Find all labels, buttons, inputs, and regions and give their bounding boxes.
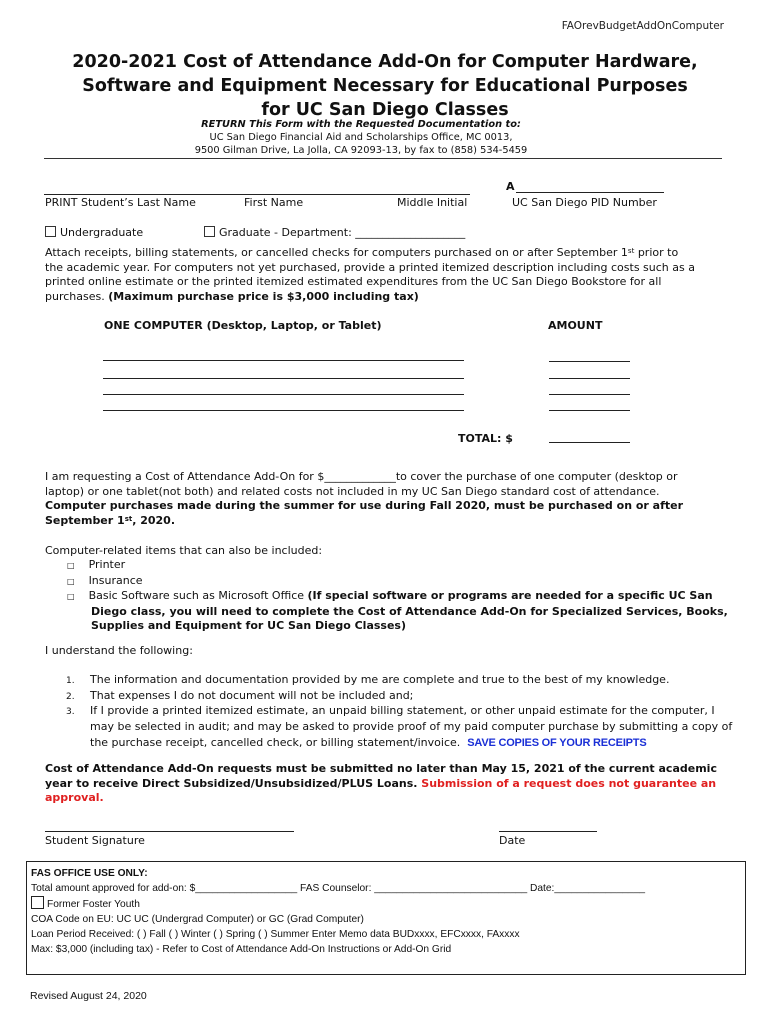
item-text: That expenses I do not document will not be included and; xyxy=(90,688,414,702)
divider xyxy=(44,158,722,159)
signature-label: Student Signature xyxy=(45,834,145,847)
related-list xyxy=(67,558,737,634)
attach-text: Attach receipts, billing statements, or cancelled checks for computers purchased on or after September 1 xyxy=(45,246,628,259)
item-text: The information and documentation provided by me are complete and true to the best of my knowledge. xyxy=(90,673,670,686)
request-line-2: laptop) or one tablet(not both) and related costs not included in my UC San Diego standard cost of attendance. xyxy=(45,484,660,498)
summer-note: Computer purchases made during the summer for use during Fall 2020, must be purchased on or after xyxy=(45,499,684,513)
understand-item xyxy=(66,704,746,720)
pid-label: UC San Diego PID Number xyxy=(512,196,657,209)
item-number: 1. xyxy=(66,676,75,686)
deadline-line-2: year to receive Direct Subsidized/Unsubsidized/PLUS Loans. xyxy=(45,776,422,790)
coa-code-line: COA Code on EU: UC UC (Undergrad Computer) or GC (Grad Computer) xyxy=(31,914,364,925)
related-item: □ Basic Software such as Microsoft Office (If special software or programs are needed for a specific UC San xyxy=(67,589,713,603)
middle-initial-label: Middle Initial xyxy=(397,196,468,209)
undergraduate-label: Undergraduate xyxy=(60,226,144,239)
computer-column-header: ONE COMPUTER (Desktop, Laptop, or Tablet) xyxy=(104,319,382,332)
software-note-3: Supplies and Equipment for UC San Diego Classes) xyxy=(91,619,406,633)
first-name-label: First Name xyxy=(244,196,304,209)
title-line-1: 2020-2021 Cost of Attendance Add-On for Computer Hardware, xyxy=(72,52,698,72)
related-item-label: Insurance xyxy=(88,573,143,587)
undergraduate-option[interactable] xyxy=(45,226,143,239)
attach-line-3: printed online estimate or the printed itemized estimated expenditures from the UC San Diego Bookstore for all xyxy=(45,275,662,289)
return-address xyxy=(0,118,722,157)
attach-sup: st xyxy=(627,247,635,255)
item-text: If I provide a printed itemized estimate, an unpaid billing statement, or other unpaid estimate for the computer, I xyxy=(90,704,715,718)
total-label: TOTAL: $ xyxy=(458,432,513,445)
amount-line-1[interactable] xyxy=(549,361,630,362)
signature-field[interactable] xyxy=(45,831,294,832)
form-code: FAOrevBudgetAddOnComputer xyxy=(561,20,724,32)
amount-line-3[interactable] xyxy=(549,394,630,395)
amount-line-2[interactable] xyxy=(549,378,630,379)
fas-office-box xyxy=(26,861,746,975)
return-line-1: UC San Diego Financial Aid and Scholarships Office, MC 0013, xyxy=(209,132,513,143)
graduate-label: Graduate - Department: ____________________ xyxy=(219,226,466,239)
pid-prefix: A xyxy=(506,180,515,193)
return-line-2: 9500 Gilman Drive, La Jolla, CA 92093-13, by fax to (858) 534-5459 xyxy=(194,145,528,156)
total-field[interactable] xyxy=(549,442,630,443)
item-3-line-2: may be selected in audit; and may be asked to provide proof of my paid computer purchase by submitting a copy of xyxy=(90,719,733,733)
no-guarantee-note: Submission of a request does not guarantee an xyxy=(421,776,717,790)
understand-item xyxy=(66,673,746,689)
related-intro: Computer-related items that can also be included: xyxy=(45,544,323,557)
former-foster-label: Former Foster Youth xyxy=(47,899,140,910)
revised-date: Revised August 24, 2020 xyxy=(30,990,147,1002)
computer-line-4[interactable] xyxy=(103,410,464,411)
computer-line-2[interactable] xyxy=(103,378,464,379)
computer-line-1[interactable] xyxy=(103,360,464,361)
related-item-label: Printer xyxy=(88,558,126,571)
form-title xyxy=(0,50,770,122)
related-items-section xyxy=(45,544,735,559)
deadline-paragraph xyxy=(45,762,735,806)
understand-item xyxy=(66,689,746,705)
loan-period-line: Loan Period Received: ( ) Fall ( ) Winter ( ) Spring ( ) Summer Enter Memo data BUDxxxx, EFCxxxx, FAxxxx xyxy=(31,929,520,940)
fas-approval-line: Total amount approved for add-on: $__________________ FAS Counselor: ___________________________ Date:________________ xyxy=(31,883,646,894)
graduate-checkbox[interactable] xyxy=(204,226,215,237)
attach-line-4: purchases. xyxy=(45,289,109,303)
amount-column-header: AMOUNT xyxy=(548,319,603,332)
request-paragraph xyxy=(45,470,735,528)
pid-field[interactable] xyxy=(516,192,664,193)
attach-paragraph xyxy=(45,246,735,304)
summer-date-end: , 2020. xyxy=(132,513,176,527)
request-line-1: I am requesting a Cost of Attendance Add-On for $_____________to cover the purchase of one computer (desktop or xyxy=(45,470,678,483)
undergraduate-checkbox[interactable] xyxy=(45,226,56,237)
item-number: 3. xyxy=(66,707,75,718)
no-guarantee-note-end: approval. xyxy=(45,791,104,805)
summer-date: September 1 xyxy=(45,513,125,527)
software-note-2: Diego class, you will need to complete the Cost of Attendance Add-On for Specialized Services, Books, xyxy=(91,604,728,618)
max-price-note: (Maximum purchase price is $3,000 including tax) xyxy=(108,289,419,303)
attach-line-2: the academic year. For computers not yet purchased, provide a printed itemized description including costs such as a xyxy=(45,260,695,274)
deadline-line-1: Cost of Attendance Add-On requests must be submitted no later than May 15, 2021 of the current academic xyxy=(45,762,717,775)
computer-line-3[interactable] xyxy=(103,394,464,395)
fas-heading: FAS OFFICE USE ONLY: xyxy=(31,868,148,879)
max-line: Max: $3,000 (including tax) - Refer to Cost of Attendance Add-On Instructions or Add-On Grid xyxy=(31,944,452,955)
related-item: □ Insurance xyxy=(67,573,143,587)
software-note: (If special software or programs are needed for a specific UC San xyxy=(307,589,713,603)
graduate-option[interactable] xyxy=(204,226,465,239)
former-foster-row[interactable] xyxy=(31,896,645,912)
item-number: 2. xyxy=(66,691,75,702)
understand-list xyxy=(66,673,746,751)
item-3-line-3: the purchase receipt, cancelled check, or billing statement/invoice. xyxy=(90,736,461,750)
student-name-field[interactable] xyxy=(44,194,470,195)
date-field[interactable] xyxy=(499,831,597,832)
title-line-3: for UC San Diego Classes xyxy=(261,100,509,120)
last-name-label: PRINT Student’s Last Name xyxy=(45,196,196,209)
amount-line-4[interactable] xyxy=(549,410,630,411)
attach-text-end: prior to xyxy=(634,246,679,259)
understand-heading: I understand the following: xyxy=(45,644,193,657)
title-line-2: Software and Equipment Necessary for Educational Purposes xyxy=(82,76,688,96)
related-item: □ Printer xyxy=(67,558,126,571)
date-label: Date xyxy=(499,834,526,847)
return-heading: RETURN This Form with the Requested Documentation to: xyxy=(201,119,521,130)
summer-date-sup: st xyxy=(124,514,133,523)
save-copies-note: SAVE COPIES OF YOUR RECEIPTS xyxy=(467,737,647,750)
former-foster-checkbox[interactable] xyxy=(31,896,44,909)
related-item-label: Basic Software such as Microsoft Office xyxy=(88,589,308,603)
